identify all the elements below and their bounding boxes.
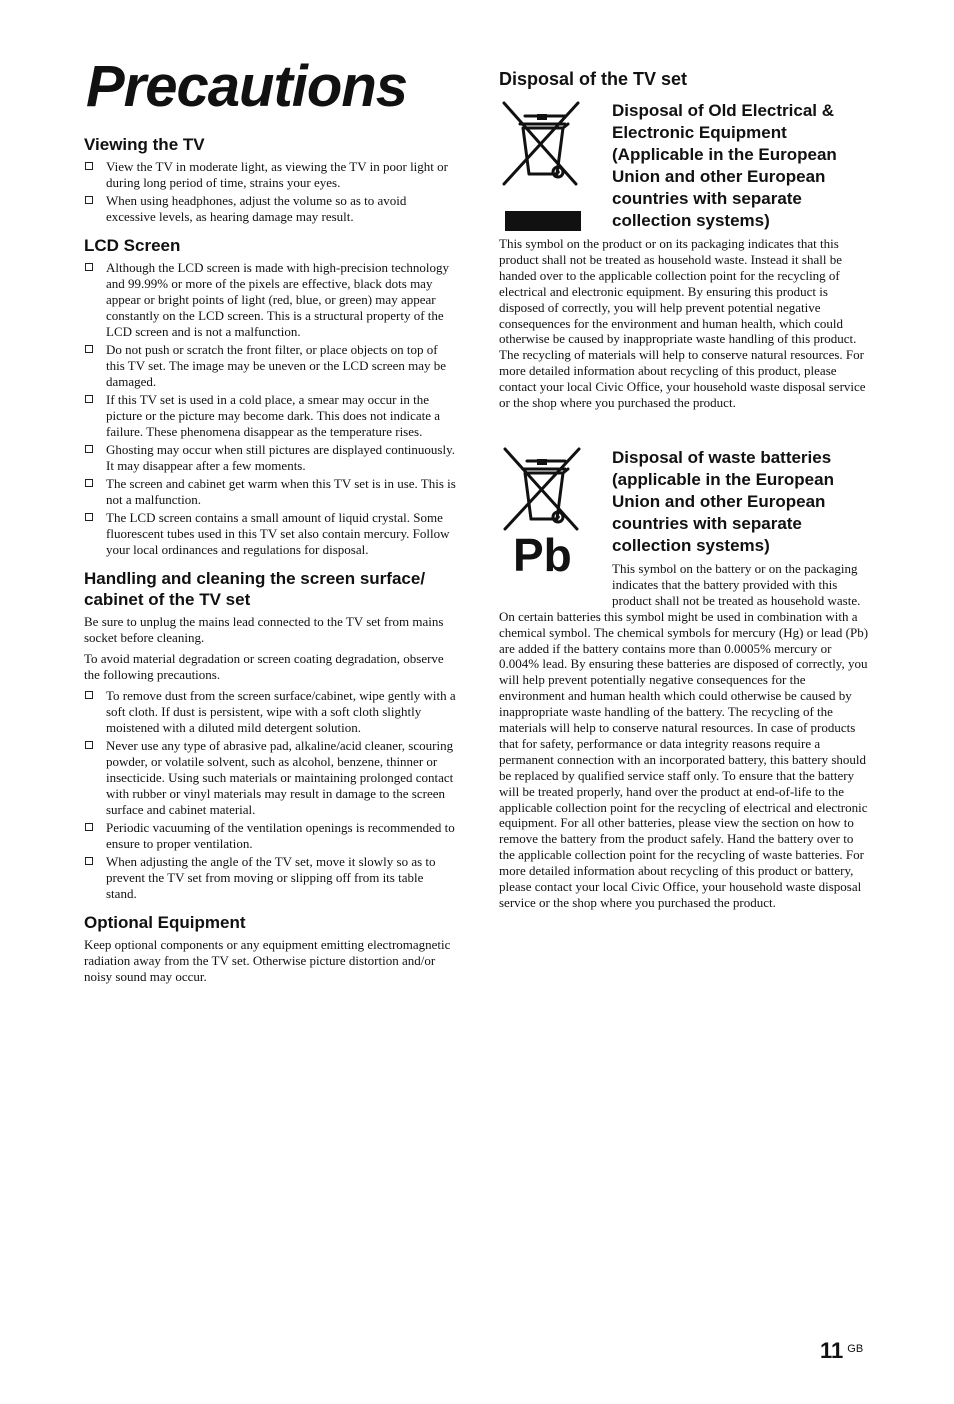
viewing-heading: Viewing the TV: [84, 135, 205, 154]
checkbox-bullet-icon: [85, 162, 93, 170]
list-item-text: Do not push or scratch the front filter, or place objects on top of this TV set. The image may be uneven or the LCD screen may be damaged.: [106, 342, 447, 389]
list-item-text: The LCD screen contains a small amount of liquid crystal. Some fluorescent tubes used in this TV set also contain mercury. Follow your local ordinances and regulations for disposal.: [106, 510, 450, 557]
list-item: [84, 688, 456, 736]
page-title: Precautions: [86, 54, 407, 119]
checkbox-bullet-icon: [85, 445, 93, 453]
checkbox-bullet-icon: [85, 395, 93, 403]
list-item-text: When using headphones, adjust the volume so as to avoid excessive levels, as hearing damage may result.: [106, 193, 407, 224]
list-item: [84, 342, 456, 390]
weee-heading: Disposal of Old Electrical & Electronic Equipment (Applicable in the European Union and other European countries with separate collection systems): [612, 101, 837, 230]
pb-label: Pb: [513, 528, 572, 581]
list-item: [84, 738, 456, 818]
list-item-text: Never use any type of abrasive pad, alkaline/acid cleaner, scouring powder, or volatile solvent, such as alcohol, benzene, thinner or insecticide. Using such materials or maintaining prolonged contact with rubber or vinyl materials may result in damage to the screen surface and cabinet material.: [106, 738, 454, 817]
optional-paragraph: Keep optional components or any equipment emitting electromagnetic radiation away from the TV set. Otherwise picture distortion and/or noisy sound may occur.: [84, 937, 451, 984]
list-item-text: View the TV in moderate light, as viewing the TV in poor light or during long period of time, strains your eyes.: [106, 159, 448, 190]
handling-list: [84, 688, 456, 902]
checkbox-bullet-icon: [85, 263, 93, 271]
list-item: [84, 854, 456, 902]
checkbox-bullet-icon: [85, 513, 93, 521]
list-item-text: When adjusting the angle of the TV set, move it slowly so as to prevent the TV set from moving or slipping off from its table stand.: [106, 854, 436, 901]
list-item: [84, 476, 456, 508]
crossed-out-wheelie-bin-icon: [499, 100, 612, 230]
list-item: [84, 820, 456, 852]
page-number: [820, 1338, 863, 1364]
page-number-value: 11: [820, 1338, 844, 1363]
list-item: [84, 510, 456, 558]
optional-equipment-section: [84, 912, 456, 985]
handling-paragraph-1: Be sure to unplug the mains lead connected to the TV set from mains socket before cleaning.: [84, 614, 444, 645]
weee-block: [499, 100, 869, 411]
page-number-suffix: GB: [847, 1343, 864, 1355]
list-item-text: Although the LCD screen is made with high-precision technology and 99.99% or more of the pixels are effective, black dots may appear or bright points of light (red, blue, or green) may appear constantly on the LCD screen. This is a structural property of the LCD screen and is not a malfunction.: [106, 260, 449, 339]
list-item: [84, 193, 456, 225]
viewing-list: [84, 159, 456, 225]
checkbox-bullet-icon: [85, 196, 93, 204]
optional-heading: Optional Equipment: [84, 913, 246, 932]
left-column: [84, 134, 456, 990]
handling-heading: Handling and cleaning the screen surface/ cabinet of the TV set: [84, 569, 426, 609]
section-divider: [499, 411, 869, 447]
batteries-paragraph: This symbol on the battery or on the packaging indicates that the battery provided with this product shall not be treated as household waste. On certain batteries this symbol might be used in combination with a chemical symbol. The chemical symbols for mercury (Hg) or lead (Pb) are added if the battery contains more than 0.0005% mercury or 0.004% lead. By ensuring these batteries are disposed of correctly, you will help prevent potentially negative consequences for the environment and human health which could otherwise be caused by inappropriate waste handling of the battery. The recycling of the materials will help to conserve natural resources. In case of products that for safety, performance or data integrity reasons require a permanent connection with an incorporated battery, this battery should be replaced by qualified service staff only. To ensure that the battery will be treated properly, hand over the product at end-of-life to the applicable collection point for the recycling of electrical and electronic equipment. For all other batteries, please view the section on how to remove the battery from the product safely. Hand the battery over to the applicable collection point for the recycling of waste batteries. For more detailed information about recycling of this product or battery, please contact your local Civic Office, your household waste disposal service or the shop where you purchased the product.: [499, 560, 869, 910]
checkbox-bullet-icon: [85, 345, 93, 353]
crossed-out-bin-pb-icon: [499, 447, 612, 602]
list-item-text: If this TV set is used in a cold place, a smear may occur in the picture or the picture may become dark. This does not indicate a failure. These phenomena disappear as the temperature rises.: [106, 392, 441, 439]
list-item-text: The screen and cabinet get warm when this TV set is in use. This is not a malfunction.: [106, 476, 456, 507]
handling-section: [84, 568, 456, 902]
checkbox-bullet-icon: [85, 857, 93, 865]
disposal-heading: Disposal of the TV set: [499, 69, 688, 89]
checkbox-bullet-icon: [85, 691, 93, 699]
list-item-text: Ghosting may occur when still pictures are displayed continuously. It may disappear after a few moments.: [106, 442, 456, 473]
checkbox-bullet-icon: [85, 823, 93, 831]
handling-paragraph-2: To avoid material degradation or screen coating degradation, observe the following precautions.: [84, 651, 444, 682]
list-item: [84, 442, 456, 474]
checkbox-bullet-icon: [85, 741, 93, 749]
right-column: [499, 68, 869, 911]
list-item-text: To remove dust from the screen surface/cabinet, wipe gently with a soft cloth. If dust is persistent, wipe with a soft cloth slightly moistened with a diluted mild detergent solution.: [106, 688, 456, 735]
list-item-text: Periodic vacuuming of the ventilation openings is recommended to ensure to proper ventilation.: [106, 820, 455, 851]
list-item: [84, 260, 456, 340]
lcd-heading: LCD Screen: [84, 236, 181, 255]
list-item: [84, 159, 456, 191]
list-item: [84, 392, 456, 440]
checkbox-bullet-icon: [85, 479, 93, 487]
lcd-list: [84, 260, 456, 558]
viewing-section: [84, 134, 456, 225]
weee-paragraph: This symbol on the product or on its packaging indicates that this product shall not be treated as household waste. Instead it shall be handed over to the applicable collection point for the recycling of electrical and electronic equipment. By ensuring this product is disposed of correctly, you will help prevent potential negative consequences for the environment and human health, which could otherwise be caused by inappropriate waste handling of this product. The recycling of materials will help to conserve natural resources. For more detailed information about recycling of this product, please contact your local Civic Office, your household waste disposal service or the shop where you purchased the product.: [499, 236, 866, 411]
batteries-block: [499, 447, 869, 911]
batteries-heading: Disposal of waste batteries (applicable in the European Union and other European countries with separate collection systems): [612, 447, 834, 555]
lcd-section: [84, 235, 456, 558]
